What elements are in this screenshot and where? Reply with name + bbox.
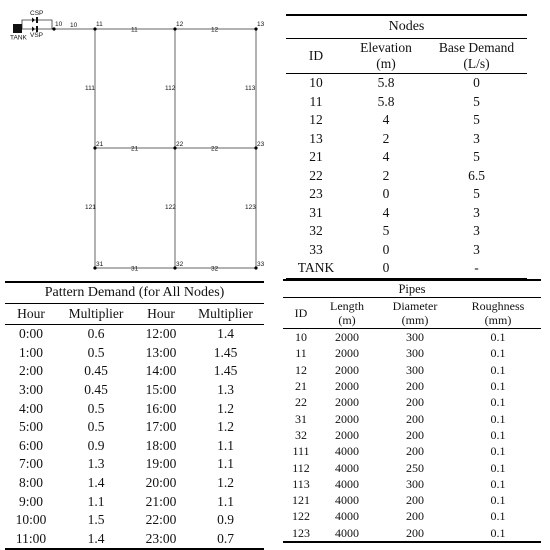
table-cell: 31 [295, 411, 307, 426]
nodes-header-base-demand: Base Demand (L/s) [426, 39, 527, 74]
nodes-table-row [286, 130, 527, 149]
table-cell: 5.8 [377, 75, 395, 91]
table-cell: 112 [292, 460, 310, 475]
table-cell: TANK [286, 259, 346, 279]
nodes-table-row [286, 93, 527, 112]
table-cell: 12 [295, 362, 307, 377]
table-cell: 123 [283, 525, 319, 542]
table-cell: 4000 [335, 460, 359, 475]
node-label-33: 33 [257, 261, 265, 268]
pipes-table-row [283, 443, 541, 459]
nodes-table-row [286, 148, 527, 167]
pipes-table-body [283, 329, 541, 542]
pipes-table-row [283, 410, 541, 426]
table-cell: 0.1 [490, 379, 506, 394]
table-cell: 0.1 [490, 427, 506, 442]
pattern-header-multiplier-2: Multiplier [187, 304, 264, 325]
node-label-21: 21 [96, 141, 104, 148]
table-cell: 10 [295, 330, 307, 345]
table-cell: 1.45 [213, 344, 238, 360]
table-cell: 0.1 [455, 525, 541, 542]
table-cell: 0 [382, 186, 390, 202]
table-cell: 12 [309, 112, 323, 128]
pipes-header-id: ID [283, 298, 319, 329]
table-cell: 4:00 [18, 400, 43, 416]
pattern-table-body [5, 325, 264, 550]
table-cell: 33 [309, 241, 323, 257]
pipes-table-row [283, 427, 541, 443]
nodes-table [286, 14, 527, 280]
table-cell: 31 [309, 204, 323, 220]
table-cell: 0.1 [490, 493, 506, 508]
pipes-table-row [283, 378, 541, 394]
table-cell: 22 [295, 395, 307, 410]
table-cell: 32 [309, 223, 323, 239]
table-cell: 0.6 [87, 326, 105, 342]
table-cell: 1:00 [18, 344, 43, 360]
table-cell: 6.5 [468, 167, 485, 183]
table-cell: 2000 [335, 427, 359, 442]
table-cell: 14:00 [145, 363, 177, 379]
table-cell: 1.45 [213, 363, 238, 379]
table-cell: 7:00 [18, 456, 43, 472]
table-cell: 4 [382, 112, 390, 128]
table-cell: 1.1 [217, 493, 234, 509]
pattern-table-row [5, 325, 264, 344]
table-cell: 17:00 [145, 419, 177, 435]
table-cell: 2 [382, 130, 390, 146]
pipe-label-122: 122 [165, 204, 176, 211]
pattern-table-row [5, 437, 264, 456]
table-cell: 0.1 [490, 476, 506, 491]
table-cell: 8:00 [18, 475, 43, 491]
table-cell: 22 [309, 167, 323, 183]
node-label-12: 12 [176, 21, 184, 28]
table-cell: 3 [473, 130, 480, 146]
table-cell: 0.9 [87, 437, 105, 453]
table-cell: 4000 [319, 525, 375, 542]
nodes-header-elevation: Elevation (m) [346, 39, 426, 74]
table-cell: 10 [309, 75, 323, 91]
table-cell: 2000 [335, 346, 359, 361]
table-cell: 1.5 [87, 512, 105, 528]
pipes-header-roughness: Roughness (mm) [455, 298, 541, 329]
pattern-table-row [5, 362, 264, 381]
table-cell: 0.1 [490, 509, 506, 524]
table-cell: 11 [309, 93, 323, 109]
table-cell: 5 [382, 223, 390, 239]
table-cell: 13:00 [145, 344, 177, 360]
table-cell: 5:00 [18, 419, 43, 435]
csp-label: CSP [30, 10, 44, 17]
pattern-table-row [5, 511, 264, 530]
table-cell: 21 [309, 149, 323, 165]
pipes-table-row [283, 459, 541, 475]
nodes-table-row [286, 241, 527, 260]
pattern-demand-table [5, 281, 264, 550]
table-cell: 2000 [335, 411, 359, 426]
table-cell: 11:00 [5, 530, 57, 550]
table-cell: 5 [473, 149, 480, 165]
table-cell: 11 [295, 346, 307, 361]
table-cell: 0:00 [18, 326, 43, 342]
table-cell: 23 [309, 186, 323, 202]
table-cell: 111 [292, 444, 310, 459]
table-cell: 2 [382, 167, 390, 183]
table-cell: 3 [473, 241, 480, 257]
nodes-table-row [286, 111, 527, 130]
table-cell: 5.8 [377, 93, 395, 109]
pipe-label-11: 11 [131, 26, 138, 34]
table-cell: 21 [295, 379, 307, 394]
pipes-table-row [283, 329, 541, 346]
network-diagram [0, 0, 280, 280]
pipes-table-row [283, 476, 541, 492]
nodes-table-row [286, 259, 527, 279]
table-cell: 2:00 [18, 363, 43, 379]
table-cell: 4000 [335, 476, 359, 491]
pipes-table-row [283, 394, 541, 410]
table-cell: 2000 [335, 330, 359, 345]
table-cell: 16:00 [145, 400, 177, 416]
tank-icon [13, 24, 22, 33]
table-cell: 2000 [335, 379, 359, 394]
pipe-label-12: 12 [211, 26, 219, 34]
table-cell: 0.1 [490, 411, 506, 426]
table-cell: 10:00 [15, 512, 47, 528]
pipe-label-21: 21 [131, 145, 139, 153]
node-label-11: 11 [96, 21, 103, 28]
table-cell: 200 [406, 395, 424, 410]
table-cell: 23:00 [135, 530, 187, 550]
table-cell: 1.2 [217, 419, 234, 435]
pattern-table-title: Pattern Demand (for All Nodes) [5, 282, 264, 304]
table-cell: 1.2 [217, 475, 234, 491]
table-cell: 0.7 [187, 530, 264, 550]
node-label-32: 32 [176, 261, 184, 268]
node-label-22: 22 [176, 141, 184, 148]
table-cell: 1.1 [217, 437, 234, 453]
table-cell: 18:00 [145, 437, 177, 453]
pipes-table-row [283, 492, 541, 508]
node-label-23: 23 [257, 141, 265, 148]
nodes-table-row [286, 204, 527, 223]
table-cell: 1.4 [57, 530, 135, 550]
node-label-31: 31 [96, 261, 104, 268]
pattern-table-row [5, 474, 264, 493]
pattern-table-row [5, 344, 264, 363]
table-cell: 122 [292, 509, 310, 524]
pipe-label-10: 10 [70, 22, 78, 29]
table-cell: 2000 [335, 362, 359, 377]
table-cell: 1.4 [87, 475, 105, 491]
table-cell: 3 [473, 204, 480, 220]
nodes-table-body [286, 74, 527, 279]
table-cell: 1.4 [217, 326, 234, 342]
pipe-label-22: 22 [211, 145, 219, 153]
table-cell: 0.1 [490, 330, 506, 345]
table-cell: 4000 [335, 493, 359, 508]
table-cell: 21:00 [145, 493, 177, 509]
nodes-table-row [286, 167, 527, 186]
table-cell: 200 [406, 509, 424, 524]
table-cell: 200 [375, 525, 455, 542]
table-cell: 0.1 [490, 460, 506, 475]
table-cell: 3 [473, 223, 480, 239]
table-cell: 1.3 [87, 456, 105, 472]
table-cell: 0.1 [490, 346, 506, 361]
pipe-label-113: 113 [245, 85, 256, 92]
table-cell: 15:00 [145, 382, 177, 398]
table-cell: 3:00 [18, 382, 43, 398]
pipes-table-row [283, 362, 541, 378]
pipes-table [283, 279, 541, 543]
table-cell: 0.5 [87, 419, 105, 435]
pattern-table-row [5, 455, 264, 474]
table-cell: 200 [406, 411, 424, 426]
table-cell: 0.45 [84, 363, 108, 379]
table-cell: 1.2 [217, 400, 234, 416]
node-label-13: 13 [257, 21, 265, 28]
table-cell: 200 [406, 379, 424, 394]
csp-pump-icon [32, 17, 38, 23]
nodes-table-title: Nodes [286, 15, 527, 39]
table-cell: 250 [406, 460, 424, 475]
table-cell: 0.5 [87, 400, 105, 416]
pipes-table-row [283, 525, 541, 542]
table-cell: 0.1 [490, 395, 506, 410]
vsp-label: VSP [30, 32, 44, 39]
table-cell: - [426, 259, 527, 279]
table-cell: 5 [473, 93, 480, 109]
table-cell: 121 [292, 493, 310, 508]
pattern-header-hour-2: Hour [135, 304, 187, 325]
pipes-table-row [283, 508, 541, 524]
pattern-header-multiplier-1: Multiplier [57, 304, 135, 325]
pipe-label-31: 31 [131, 265, 139, 273]
pipes-header-diameter: Diameter (mm) [375, 298, 455, 329]
table-cell: 0 [382, 241, 390, 257]
table-cell: 300 [406, 362, 424, 377]
pipe-label-112: 112 [165, 85, 176, 92]
table-cell: 0.5 [87, 344, 105, 360]
table-cell: 1.3 [217, 382, 234, 398]
table-cell: 5 [473, 186, 480, 202]
table-cell: 0.1 [490, 444, 506, 459]
nodes-table-row [286, 222, 527, 241]
table-cell: 32 [295, 427, 307, 442]
tank-label: TANK [10, 34, 27, 42]
table-cell: 200 [406, 444, 424, 459]
table-cell: 4 [382, 204, 390, 220]
pipe-label-123: 123 [245, 204, 256, 211]
table-cell: 0 [473, 75, 480, 91]
table-cell: 5 [473, 112, 480, 128]
table-cell: 0.45 [84, 382, 108, 398]
table-cell: 0.9 [217, 512, 234, 528]
table-cell: 2000 [335, 395, 359, 410]
table-cell: 200 [406, 427, 424, 442]
pipe-label-32: 32 [211, 265, 219, 273]
pipe-label-111: 111 [85, 85, 95, 92]
nodes-table-row [286, 185, 527, 204]
table-cell: 20:00 [145, 475, 177, 491]
pattern-table-row [5, 418, 264, 437]
table-cell: 6:00 [18, 437, 43, 453]
table-cell: 200 [406, 493, 424, 508]
table-cell: 0 [346, 259, 426, 279]
pattern-table-row [5, 492, 264, 511]
table-cell: 9:00 [18, 493, 43, 509]
nodes-header-id: ID [286, 39, 346, 74]
pattern-table-row [5, 381, 264, 400]
pipe-label-121: 121 [85, 204, 96, 211]
pattern-table-row [5, 399, 264, 418]
table-cell: 300 [406, 346, 424, 361]
pipes-table-title: Pipes [283, 280, 541, 298]
nodes-table-row [286, 74, 527, 93]
pattern-header-hour-1: Hour [5, 304, 57, 325]
table-cell: 12:00 [145, 326, 177, 342]
pipes-table-row [283, 345, 541, 361]
table-cell: 13 [309, 130, 323, 146]
table-cell: 22:00 [145, 512, 177, 528]
table-cell: 300 [406, 476, 424, 491]
table-cell: 300 [406, 330, 424, 345]
table-cell: 19:00 [145, 456, 177, 472]
table-cell: 4 [382, 149, 390, 165]
table-cell: 1.1 [217, 456, 234, 472]
table-cell: 113 [292, 476, 310, 491]
pattern-table-row [5, 530, 264, 550]
pipes-header-length: Length (m) [319, 298, 375, 329]
table-cell: 4000 [335, 444, 359, 459]
table-cell: 1.1 [87, 493, 105, 509]
table-cell: 4000 [335, 509, 359, 524]
node-label-10: 10 [55, 21, 63, 28]
table-cell: 0.1 [490, 362, 506, 377]
